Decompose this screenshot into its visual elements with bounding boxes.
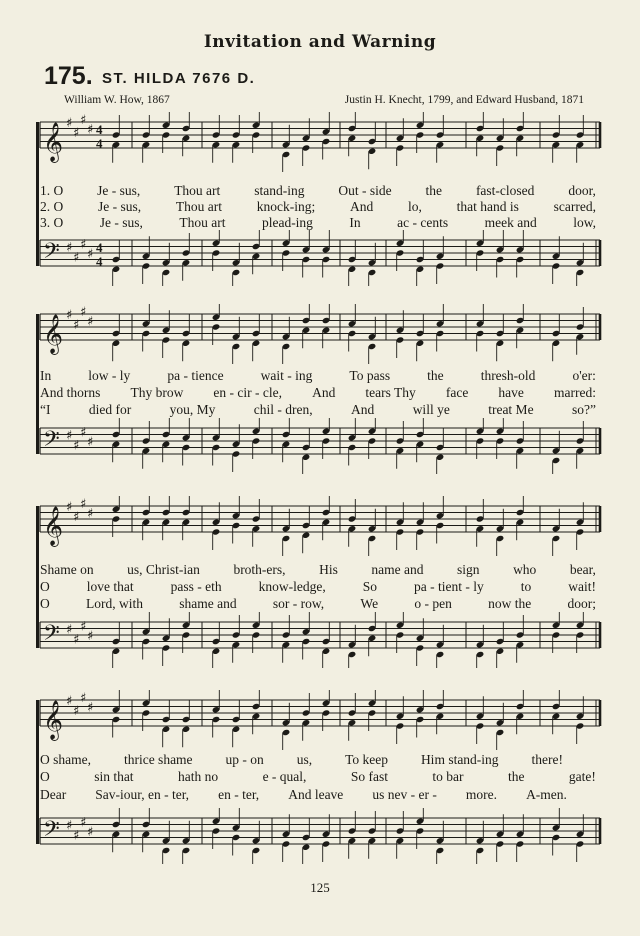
- svg-text:♯: ♯: [73, 828, 80, 844]
- page-number: 125: [310, 880, 330, 895]
- bass-staff-4: [0, 808, 640, 864]
- svg-text:♯: ♯: [87, 506, 94, 522]
- system-bracket: [36, 506, 39, 648]
- treble-staff-3: [0, 496, 640, 556]
- svg-text:♯: ♯: [73, 509, 80, 525]
- svg-text:♯: ♯: [87, 314, 94, 330]
- lyric-line-4-2: O sin that hath no e - qual, So fast to bar the gate!: [40, 769, 596, 784]
- system-bracket: [36, 700, 39, 844]
- svg-text:♯: ♯: [73, 438, 80, 454]
- svg-text:♯: ♯: [66, 308, 73, 323]
- svg-text:♯: ♯: [87, 435, 94, 450]
- svg-text:♯: ♯: [66, 694, 73, 709]
- svg-text:♯: ♯: [66, 240, 73, 256]
- hymn-number: 175.: [44, 62, 93, 90]
- svg-text:♯: ♯: [73, 250, 80, 266]
- svg-text:♯: ♯: [80, 237, 87, 253]
- system-bracket: [36, 314, 39, 454]
- tune-name: ST. HILDA 7676 D.: [102, 70, 256, 87]
- svg-text:♯: ♯: [80, 815, 87, 831]
- bass-staff-1: [0, 230, 640, 286]
- bleed-through-text: [330, 58, 630, 118]
- system-bracket: [36, 122, 39, 266]
- svg-text:♯: ♯: [87, 122, 94, 138]
- lyric-line-4-3: Dear Sav-iour, en - ter, en - ter, And leave us nev - er - more. A-men.: [40, 787, 567, 802]
- treble-staff-4: [0, 690, 640, 750]
- svg-text:♯: ♯: [66, 116, 73, 131]
- lyric-line-4-1: O shame, thrice shame up - on us, To keep Him stand-ing there!: [40, 752, 563, 767]
- svg-text:♯: ♯: [80, 112, 87, 128]
- lyric-line-2-2: And thorns Thy brow en - cir - cle, And tears Thy face have marred:: [40, 385, 596, 400]
- words-credit: William W. How, 1867: [64, 94, 170, 106]
- svg-text:𝄢: 𝄢: [43, 621, 60, 651]
- svg-text:♯: ♯: [87, 700, 94, 716]
- svg-text:♯: ♯: [87, 247, 94, 262]
- lyric-line-1-3: 3. O Je - sus, Thou art plead-ing In ac - cents meek and low,: [40, 215, 596, 230]
- lyric-line-1-1: 1. O Je - sus, Thou art stand-ing Out - side the fast-closed door,: [40, 183, 596, 198]
- lyric-line-1-2: 2. O Je - sus, Thou art knock-ing; And lo, that hand is scarred,: [40, 199, 596, 214]
- svg-text:♯: ♯: [73, 317, 80, 333]
- lyric-line-3-1: Shame on us, Christ-ian broth-ers, His name and sign who bear,: [40, 562, 596, 577]
- lyric-line-2-3: “I died for you, My chil - dren, And will ye treat Me so?”: [40, 402, 596, 417]
- svg-text:♯: ♯: [80, 304, 87, 320]
- lyric-line-3-2: O love that pass - eth know-ledge, So pa - tient - ly to wait!: [40, 579, 596, 594]
- svg-text:♯: ♯: [66, 818, 73, 834]
- svg-text:4: 4: [96, 254, 103, 269]
- svg-text:♯: ♯: [80, 496, 87, 512]
- music-credit: Justin H. Knecht, 1799, and Edward Husband, 1871: [344, 94, 584, 106]
- treble-staff-2: [0, 304, 640, 364]
- svg-text:♯: ♯: [66, 428, 73, 444]
- svg-text:♯: ♯: [73, 125, 80, 141]
- svg-text:♯: ♯: [87, 825, 94, 840]
- svg-text:𝄞: 𝄞: [43, 700, 64, 740]
- bass-staff-3: [0, 612, 640, 668]
- section-title: Invitation and Warning: [203, 32, 437, 52]
- svg-text:4: 4: [96, 122, 103, 137]
- svg-text:𝄞: 𝄞: [43, 314, 64, 354]
- svg-text:♯: ♯: [80, 619, 87, 635]
- svg-text:♯: ♯: [73, 632, 80, 648]
- svg-text:♯: ♯: [73, 703, 80, 719]
- svg-text:4: 4: [96, 136, 103, 151]
- lyric-line-2-1: In low - ly pa - tience wait - ing To pass the thresh-old o'er:: [40, 368, 596, 383]
- svg-text:𝄞: 𝄞: [43, 506, 64, 546]
- svg-text:♯: ♯: [87, 629, 94, 644]
- lyric-line-3-3: O Lord, with shame and sor - row, We o - pen now the door;: [40, 596, 596, 611]
- svg-text:4: 4: [96, 240, 103, 255]
- svg-text:𝄢: 𝄢: [43, 817, 60, 847]
- svg-text:♯: ♯: [80, 690, 87, 706]
- svg-text:𝄞: 𝄞: [43, 122, 64, 162]
- treble-staff-1: [0, 112, 640, 172]
- svg-text:♯: ♯: [66, 622, 73, 638]
- bass-staff-2: [0, 418, 640, 474]
- svg-text:♯: ♯: [80, 425, 87, 441]
- svg-text:𝄢: 𝄢: [43, 239, 60, 269]
- svg-text:♯: ♯: [66, 500, 73, 515]
- svg-text:𝄢: 𝄢: [43, 427, 60, 457]
